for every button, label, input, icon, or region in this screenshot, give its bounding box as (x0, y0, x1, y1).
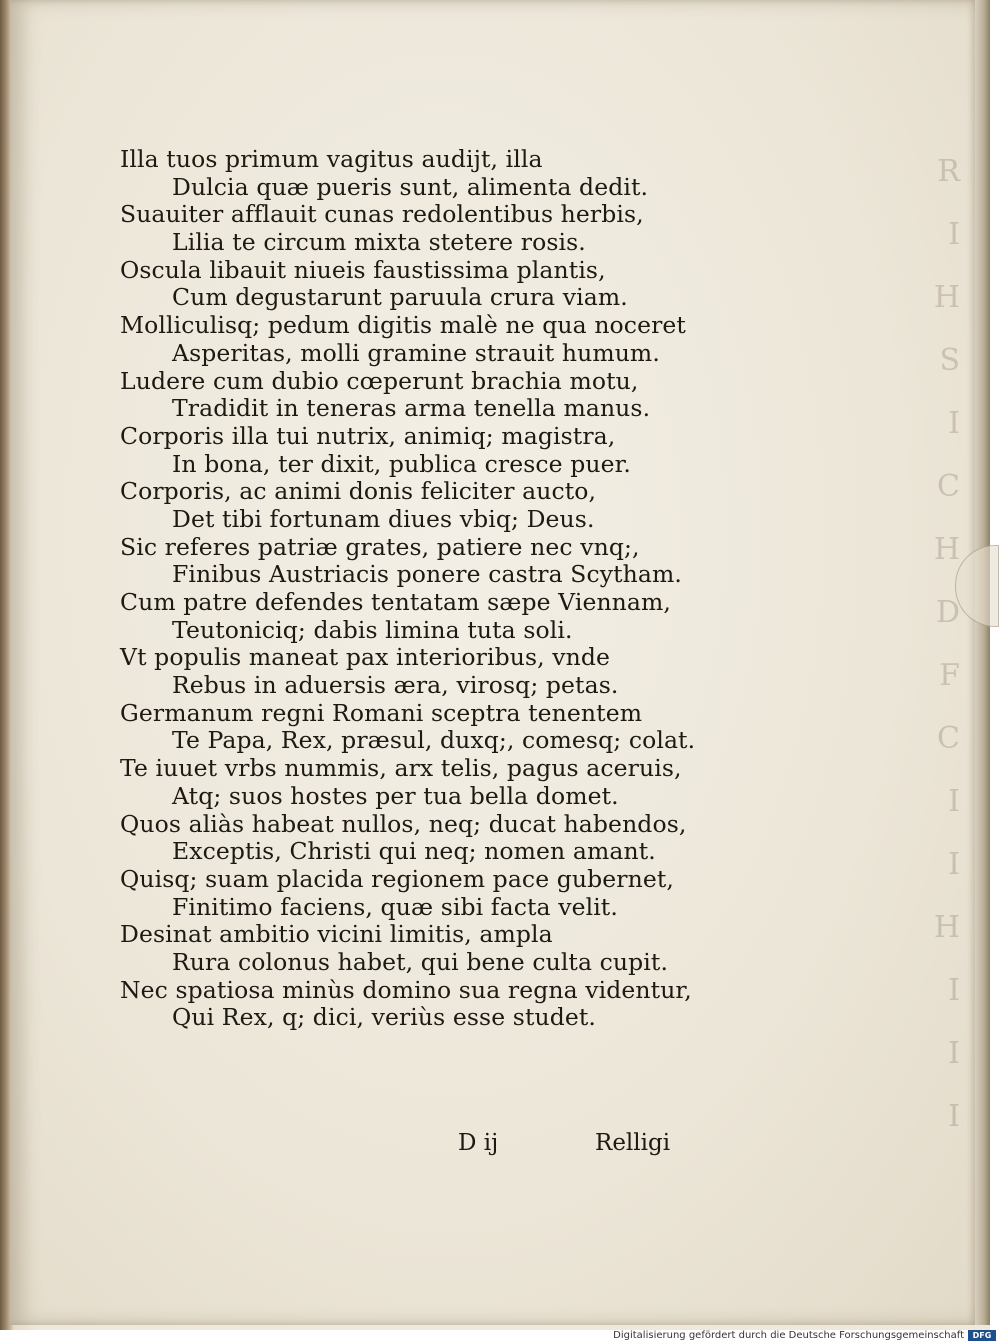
verse-line: Suauiter afflauit cunas redolentibus herbis, (120, 200, 644, 229)
digitization-credit: Digitalisierung gefördert durch die Deutsche Forschungsgemeinschaft (613, 1330, 964, 1341)
verse-line: Te iuuet vrbs nummis, arx telis, pagus aceruis, (120, 754, 682, 783)
verse-line: Cum patre defendes tentatam sæpe Viennam, (120, 588, 671, 616)
verse-line: Teutoniciq; dabis limina tuta soli. (172, 615, 573, 644)
verse-line: Qui Rex, q; dici, veriùs esse studet. (172, 1003, 596, 1032)
verse-line: Lilia te circum mixta stetere rosis. (172, 228, 586, 257)
verse-line: Det tibi fortunam diues vbiq; Deus. (172, 504, 595, 533)
verse-line: Finitimo faciens, quæ sibi facta velit. (172, 892, 618, 921)
verse-line: Vt populis maneat pax interioribus, vnde (120, 643, 611, 672)
dfg-logo: DFG (968, 1330, 996, 1341)
page-fore-edge (975, 0, 990, 1325)
verse-line: Desinat ambitio vicini limitis, ampla (120, 920, 553, 949)
verse-line: Exceptis, Christi qui neq; nomen amant. (172, 837, 656, 866)
verse-line: Cum degustarunt paruula crura viam. (172, 283, 628, 312)
verse-line: Rura colonus habet, qui bene culta cupit. (172, 947, 669, 976)
verse-line: Te Papa, Rex, præsul, duxq;, comesq; colat. (172, 726, 696, 755)
verse-line: Tradidit in teneras arma tenella manus. (172, 394, 651, 423)
verse-line: Sic referes patriæ grates, patiere nec vnq;, (120, 532, 640, 561)
verse-line: Ludere cum dubio cœperunt brachia motu, (120, 366, 639, 395)
verse-line: Oscula libauit niueis faustissima plantis, (120, 255, 606, 284)
verse-line: Corporis, ac animi donis feliciter aucto, (120, 477, 597, 506)
digitization-credit-bar (0, 1330, 1000, 1342)
verse-line: Asperitas, molli gramine strauit humum. (172, 338, 660, 367)
verse-line: In bona, ter dixit, publica cresce puer. (172, 449, 631, 478)
page-footer (458, 1130, 718, 1162)
verse-line: Dulcia quæ pueris sunt, alimenta dedit. (172, 172, 649, 201)
verse-line: Quos aliàs habeat nullos, neq; ducat habendos, (120, 809, 687, 838)
bleed-through-text: R I H S I C H D F C I I H I I I (933, 154, 960, 1134)
verse-line: Quisq; suam placida regionem pace gubernet, (120, 864, 674, 893)
verse-line: Molliculisq; pedum digitis malè ne qua noceret (120, 311, 686, 340)
verse-line: Atq; suos hostes per tua bella domet. (172, 781, 619, 810)
verse-line: Nec spatiosa minùs domino sua regna videntur, (120, 975, 692, 1004)
verse-line: Rebus in aduersis æra, virosq; petas. (172, 671, 619, 700)
catchword: Relligi (595, 1130, 671, 1156)
verse-line: Finibus Austriacis ponere castra Scytham. (172, 560, 682, 589)
verse-line: Corporis illa tui nutrix, animiq; magistra, (120, 421, 616, 450)
verse-line: Illa tuos primum vagitus audijt, illa (120, 145, 543, 173)
verse-line: Germanum regni Romani sceptra tenentem (120, 698, 643, 727)
verse-text (120, 146, 740, 1032)
signature-mark: D ij (458, 1130, 499, 1156)
